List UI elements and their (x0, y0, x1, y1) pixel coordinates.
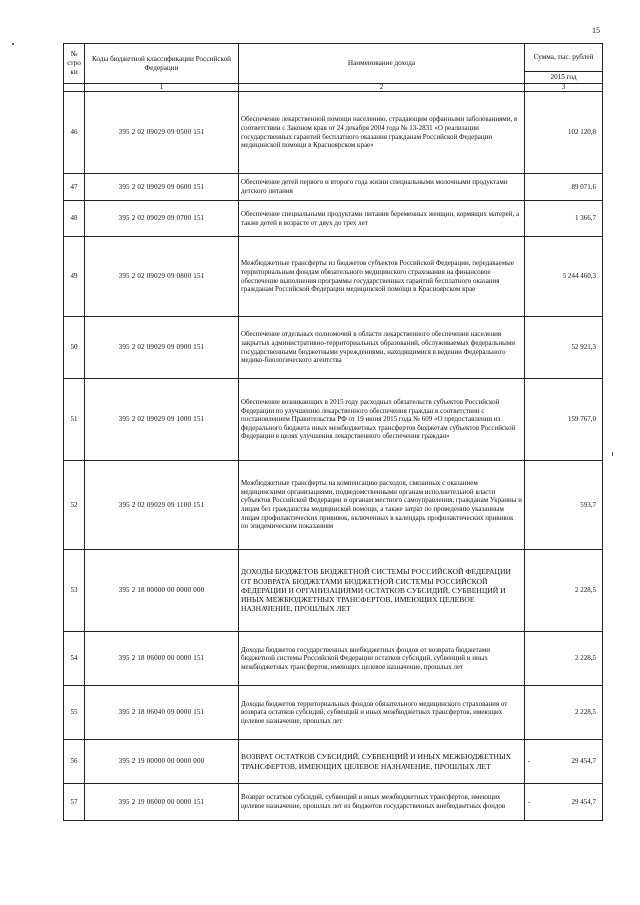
table-row (64, 686, 603, 740)
amount-value: 593,7 (580, 500, 596, 509)
revenue-name: Межбюджетные трансферты на компенсацию расходов, связанных с оказанием медицинскими организациями, подведомственными органам исполнительной власти субъектов Российской Федерации и органам местного самоуправления, гражданам Украины и лицам без гражданства медицинской помощи, а также затрат по проведению указанным лицам профилактических прививок, включенных в календарь профилактических прививок по эпидемическим показаниям (239, 461, 525, 550)
amount-cell (525, 237, 603, 317)
table-row (64, 379, 603, 461)
column-index: 1 (85, 84, 239, 92)
amount-cell (525, 317, 603, 379)
header-year: 2015 год (525, 72, 603, 84)
header-row-no: № стро ки (64, 44, 85, 84)
table-row (64, 174, 603, 201)
budget-code: 395 2 02 09029 09 0900 151 (85, 317, 239, 379)
revenue-name: Обеспечение отдельных полномочий в области лекарственного обеспечения населения закрытых административно-территориальных образований, обслуживаемых федеральными государственными бюджетными учреждениями, находящимися в ведении Федерального медико-биологического агентства (239, 317, 525, 379)
amount-sign: - (528, 797, 531, 806)
table-row (64, 237, 603, 317)
amount-value: 1 366,7 (575, 214, 596, 223)
amount-value: 2 228,5 (575, 708, 596, 717)
revenue-name: ДОХОДЫ БЮДЖЕТОВ БЮДЖЕТНОЙ СИСТЕМЫ РОССИЙСКОЙ ФЕДЕРАЦИИ ОТ ВОЗВРАТА БЮДЖЕТАМИ БЮДЖЕТНОЙ СИСТЕМЫ РОССИЙСКОЙ ФЕДЕРАЦИИ И ОРГАНИЗАЦИЯМИ ОСТАТКОВ СУБСИДИЙ, СУБВЕНЦИЙ И ИНЫХ МЕЖБЮДЖЕТНЫХ ТРАНСФЕРТОВ, ИМЕЮЩИХ ЦЕЛЕВОЕ НАЗНАЧЕНИЕ, ПРОШЛЫХ ЛЕТ (239, 550, 525, 632)
amount-value: 2 228,5 (575, 654, 596, 663)
amount-value: 29 454,7 (571, 757, 596, 766)
amount-value: 29 454,7 (571, 797, 596, 806)
budget-code: 395 2 02 09029 09 0500 151 (85, 92, 239, 174)
revenue-name: ВОЗВРАТ ОСТАТКОВ СУБСИДИЙ, СУБВЕНЦИЙ И ИНЫХ МЕЖБЮДЖЕТНЫХ ТРАНСФЕРТОВ, ИМЕЮЩИХ ЦЕЛЕВОЕ НАЗНАЧЕНИЕ, ПРОШЛЫХ ЛЕТ (239, 740, 525, 784)
header-sum: Сумма, тыс. рублей (525, 44, 603, 72)
table-row (64, 461, 603, 550)
revenue-name: Обеспечение специальными продуктами питания беременных женщин, кормящих матерей, а также детей в возрасте от двух до трех лет (239, 201, 525, 237)
row-number: 50 (64, 317, 85, 379)
row-number: 49 (64, 237, 85, 317)
table-row (64, 92, 603, 174)
row-number: 57 (64, 784, 85, 821)
budget-code: 395 2 18 00000 00 0000 000 (85, 550, 239, 632)
row-number: 51 (64, 379, 85, 461)
column-index (64, 84, 85, 92)
budget-code: 395 2 18 06000 00 0000 151 (85, 632, 239, 686)
revenue-name: Доходы бюджетов территориальных фондов обязательного медицинского страхования от возврата остатков субсидий, субвенций и иных межбюджетных трансфертов, имеющих целевое назначение, прошлых лет (239, 686, 525, 740)
table-row (64, 784, 603, 821)
column-index: 2 (239, 84, 525, 92)
budget-code: 395 2 02 09029 09 1000 151 (85, 379, 239, 461)
revenue-table (63, 43, 603, 821)
budget-code: 395 2 19 00000 00 0000 000 (85, 740, 239, 784)
table-row (64, 317, 603, 379)
revenue-name: Межбюджетные трансферты из бюджетов субъектов Российской Федерации, передаваемые территориальным фондам обязательного медицинского страхования на финансовое обеспечение выполнения программы государственных гарантий бесплатного оказания гражданам Российской Федерации медицинской помощи в Красноярском крае (239, 237, 525, 317)
budget-code: 395 2 02 09029 09 0800 151 (85, 237, 239, 317)
budget-code: 395 2 02 09029 09 0600 151 (85, 174, 239, 201)
header-name: Наименование дохода (239, 44, 525, 84)
table-row (64, 740, 603, 784)
table-row (64, 201, 603, 237)
budget-code: 395 2 18 06040 09 0000 151 (85, 686, 239, 740)
table-row (64, 550, 603, 632)
column-index-row (64, 84, 603, 92)
revenue-name: Обеспечение детей первого и второго года жизни специальными молочными продуктами детского питания (239, 174, 525, 201)
amount-cell (525, 201, 603, 237)
header-code: Коды бюджетной классификации Российской Федерации (85, 44, 239, 84)
amount-value: 159 767,0 (568, 415, 596, 424)
amount-cell (525, 740, 603, 784)
row-number: 53 (64, 550, 85, 632)
row-number: 52 (64, 461, 85, 550)
amount-cell (525, 550, 603, 632)
amount-cell (525, 784, 603, 821)
amount-cell (525, 92, 603, 174)
row-number: 48 (64, 201, 85, 237)
row-number: 54 (64, 632, 85, 686)
budget-code: 395 2 19 06000 00 0000 151 (85, 784, 239, 821)
row-number: 47 (64, 174, 85, 201)
amount-cell (525, 632, 603, 686)
budget-code: 395 2 02 09029 09 0700 151 (85, 201, 239, 237)
table-row (64, 632, 603, 686)
amount-cell (525, 379, 603, 461)
row-number: 46 (64, 92, 85, 174)
row-number: 55 (64, 686, 85, 740)
revenue-name: Доходы бюджетов государственных внебюджетных фондов от возврата бюджетами бюджетной системы Российской Федерации остатков субсидий, субвенций и иных межбюджетных трансфертов, имеющих целевое назначение, прошлых лет (239, 632, 525, 686)
revenue-name: Обеспечение возникающих в 2015 году расходных обязательств субъектов Российской Федерации по улучшению лекарственного обеспечения граждан в соответствии с постановлением Правительства РФ от 19 июня 2015 года № 609 «О предоставлении из федерального бюджета иных межбюджетных трансфертов бюджетам субъектов Российской Федерации в целях улучшения лекарственного обеспечения граждан» (239, 379, 525, 461)
budget-code: 395 2 02 09029 09 1100 151 (85, 461, 239, 550)
amount-value: 89 071,6 (571, 182, 596, 191)
scan-speck (12, 43, 14, 45)
amount-cell (525, 174, 603, 201)
revenue-name: Обеспечение лекарственной помощи населению, страдающим орфанными заболеваниями, в соответствии с Законом края от 24 декабря 2004 года № 13-2831 «О реализации государственных гарантий бесплатного оказания гражданам Российской Федерации медицинской помощи в Красноярском крае» (239, 92, 525, 174)
amount-value: 52 921,3 (571, 343, 596, 352)
amount-cell (525, 461, 603, 550)
revenue-name: Возврат остатков субсидий, субвенций и иных межбюджетных трансфертов, имеющих целевое назначение, прошлых лет из бюджетов государственных внебюджетных фондов (239, 784, 525, 821)
page-number: 15 (592, 26, 600, 35)
scan-mark (612, 452, 613, 456)
amount-value: 2 228,5 (575, 586, 596, 595)
amount-value: 102 120,8 (568, 128, 596, 137)
table-body (64, 84, 603, 821)
amount-value: 5 244 460,3 (562, 272, 596, 281)
row-number: 56 (64, 740, 85, 784)
column-index: 3 (525, 84, 603, 92)
amount-cell (525, 686, 603, 740)
amount-sign: - (528, 757, 531, 766)
